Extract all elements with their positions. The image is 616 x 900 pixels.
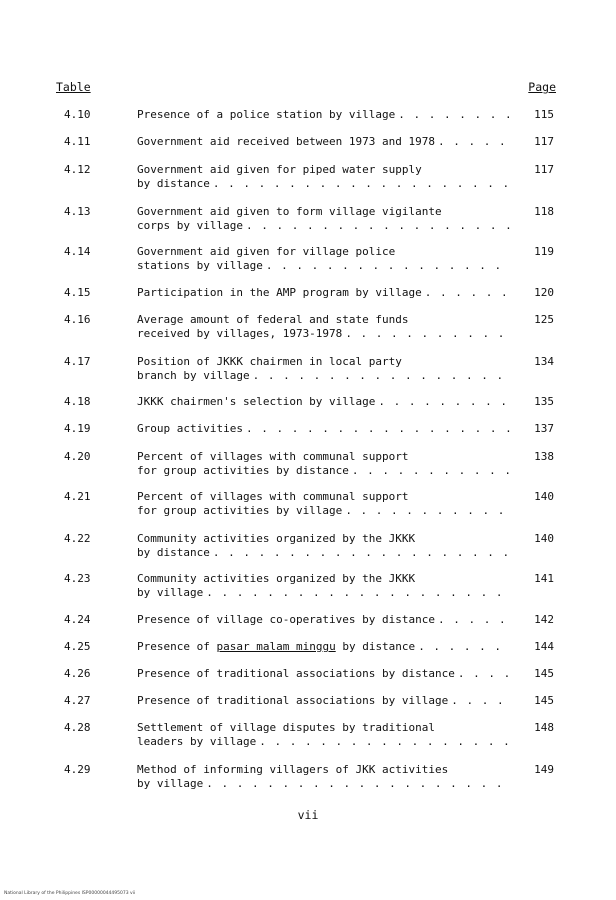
title-line (137, 721, 512, 735)
title-text: by village (137, 586, 204, 599)
page-ref: 117 (534, 135, 554, 148)
title-text: for group activities by village (137, 504, 343, 517)
page-ref: 120 (534, 286, 554, 299)
title-line (137, 694, 512, 708)
title-text: Percent of villages with communal support (137, 490, 409, 503)
page-ref: 135 (534, 395, 554, 408)
table-title (137, 490, 512, 518)
title-line (137, 395, 512, 409)
title-line (137, 532, 512, 546)
title-line (137, 108, 512, 122)
title-line (137, 327, 512, 341)
title-text: Presence of pasar malam minggu by distance (137, 640, 416, 653)
leader-dots (422, 286, 512, 300)
title-line (137, 640, 512, 654)
leader-dots (435, 613, 512, 627)
title-text: Method of informing villagers of JKK activities (137, 763, 449, 776)
title-text: Participation in the AMP program by village (137, 286, 422, 299)
page-ref: 115 (534, 108, 554, 121)
leader-dots (243, 219, 512, 233)
table-number: 4.20 (64, 450, 91, 463)
page-ref: 138 (534, 450, 554, 463)
title-text: branch by village (137, 369, 250, 382)
title-text: by distance (137, 546, 210, 559)
title-line (137, 219, 512, 233)
table-title (137, 135, 512, 149)
table-number: 4.23 (64, 572, 91, 585)
title-line (137, 313, 512, 327)
table-title (137, 355, 512, 383)
page-ref: 119 (534, 245, 554, 258)
table-number: 4.11 (64, 135, 91, 148)
table-title (137, 572, 512, 600)
page-ref: 144 (534, 640, 554, 653)
table-title (137, 640, 512, 654)
table-number: 4.28 (64, 721, 91, 734)
table-number: 4.24 (64, 613, 91, 626)
title-line (137, 355, 512, 369)
title-text: received by villages, 1973-1978 (137, 327, 343, 340)
title-line (137, 163, 512, 177)
table-title (137, 721, 512, 749)
title-line (137, 464, 512, 478)
leader-dots (342, 327, 512, 341)
leader-dots (210, 546, 512, 560)
table-number: 4.21 (64, 490, 91, 503)
table-number: 4.14 (64, 245, 91, 258)
table-title (137, 532, 512, 560)
title-text: for group activities by distance (137, 464, 349, 477)
table-title (137, 108, 512, 122)
title-text: leaders by village (137, 735, 257, 748)
title-text: Presence of village co-operatives by distance (137, 613, 436, 626)
leader-dots (375, 395, 512, 409)
page-ref: 145 (534, 667, 554, 680)
title-text: Government aid given to form village vigilante (137, 205, 442, 218)
leader-dots (455, 667, 512, 681)
table-number: 4.29 (64, 763, 91, 776)
column-header-table: Table (56, 80, 91, 94)
table-title (137, 395, 512, 409)
page-ref: 125 (534, 313, 554, 326)
title-line (137, 586, 512, 600)
table-title (137, 763, 512, 791)
leader-dots (256, 735, 512, 749)
table-number: 4.25 (64, 640, 91, 653)
table-title (137, 163, 512, 191)
title-text: Government aid received between 1973 and 1978 (137, 135, 436, 148)
table-title (137, 694, 512, 708)
title-text: stations by village (137, 259, 263, 272)
title-text: corps by village (137, 219, 243, 232)
table-title (137, 313, 512, 341)
leader-dots (435, 135, 512, 149)
leader-dots (415, 640, 512, 654)
table-number: 4.27 (64, 694, 91, 707)
leader-dots (243, 422, 512, 436)
table-number: 4.12 (64, 163, 91, 176)
emphasized-phrase: pasar malam minggu (216, 640, 336, 653)
page-ref: 149 (534, 763, 554, 776)
table-title (137, 422, 512, 436)
title-text: Settlement of village disputes by traditional (137, 721, 436, 734)
table-title (137, 205, 512, 233)
title-text: Presence of a police station by village (137, 108, 396, 121)
table-number: 4.19 (64, 422, 91, 435)
leader-dots (349, 464, 512, 478)
title-text: Presence of traditional associations by village (137, 694, 449, 707)
page-ref: 134 (534, 355, 554, 368)
title-line (137, 490, 512, 504)
table-title (137, 245, 512, 273)
page-ref: 145 (534, 694, 554, 707)
table-title (137, 613, 512, 627)
page-ref: 137 (534, 422, 554, 435)
table-number: 4.26 (64, 667, 91, 680)
title-line (137, 546, 512, 560)
title-line (137, 205, 512, 219)
title-text: Community activities organized by the JKKK (137, 572, 416, 585)
leader-dots (263, 259, 512, 273)
title-line (137, 572, 512, 586)
title-line (137, 369, 512, 383)
title-text: JKKK chairmen's selection by village (137, 395, 376, 408)
page-number: vii (297, 808, 319, 822)
table-number: 4.16 (64, 313, 91, 326)
title-line (137, 450, 512, 464)
table-title (137, 450, 512, 478)
title-line (137, 667, 512, 681)
leader-dots (250, 369, 512, 383)
leader-dots (395, 108, 512, 122)
title-text: Government aid given for piped water supply (137, 163, 422, 176)
leader-dots (210, 177, 512, 191)
title-line (137, 763, 512, 777)
table-title (137, 286, 512, 300)
title-line (137, 735, 512, 749)
title-line (137, 245, 512, 259)
title-line (137, 177, 512, 191)
leader-dots (342, 504, 512, 518)
table-number: 4.22 (64, 532, 91, 545)
table-title (137, 667, 512, 681)
page-ref: 117 (534, 163, 554, 176)
title-line (137, 135, 512, 149)
page-ref: 148 (534, 721, 554, 734)
table-number: 4.17 (64, 355, 91, 368)
title-line (137, 777, 512, 791)
leader-dots (203, 586, 512, 600)
title-text: Presence of traditional associations by distance (137, 667, 455, 680)
title-text: Group activities (137, 422, 243, 435)
scan-footer: National Library of the Philippines ISP00000044495073 vii (4, 891, 136, 896)
title-text: Position of JKKK chairmen in local party (137, 355, 402, 368)
title-text: by village (137, 777, 204, 790)
table-number: 4.13 (64, 205, 91, 218)
title-line (137, 259, 512, 273)
table-number: 4.10 (64, 108, 91, 121)
leader-dots (203, 777, 512, 791)
page-ref: 140 (534, 532, 554, 545)
title-line (137, 286, 512, 300)
title-text: Average amount of federal and state funds (137, 313, 409, 326)
title-text: Community activities organized by the JKKK (137, 532, 416, 545)
page-ref: 118 (534, 205, 554, 218)
title-text: by distance (137, 177, 210, 190)
table-number: 4.15 (64, 286, 91, 299)
page-ref: 141 (534, 572, 554, 585)
title-line (137, 422, 512, 436)
column-header-page: Page (528, 80, 556, 94)
page-ref: 142 (534, 613, 554, 626)
title-text: Government aid given for village police (137, 245, 396, 258)
title-line (137, 613, 512, 627)
table-number: 4.18 (64, 395, 91, 408)
page-ref: 140 (534, 490, 554, 503)
title-line (137, 504, 512, 518)
leader-dots (448, 694, 512, 708)
title-text: Percent of villages with communal support (137, 450, 409, 463)
